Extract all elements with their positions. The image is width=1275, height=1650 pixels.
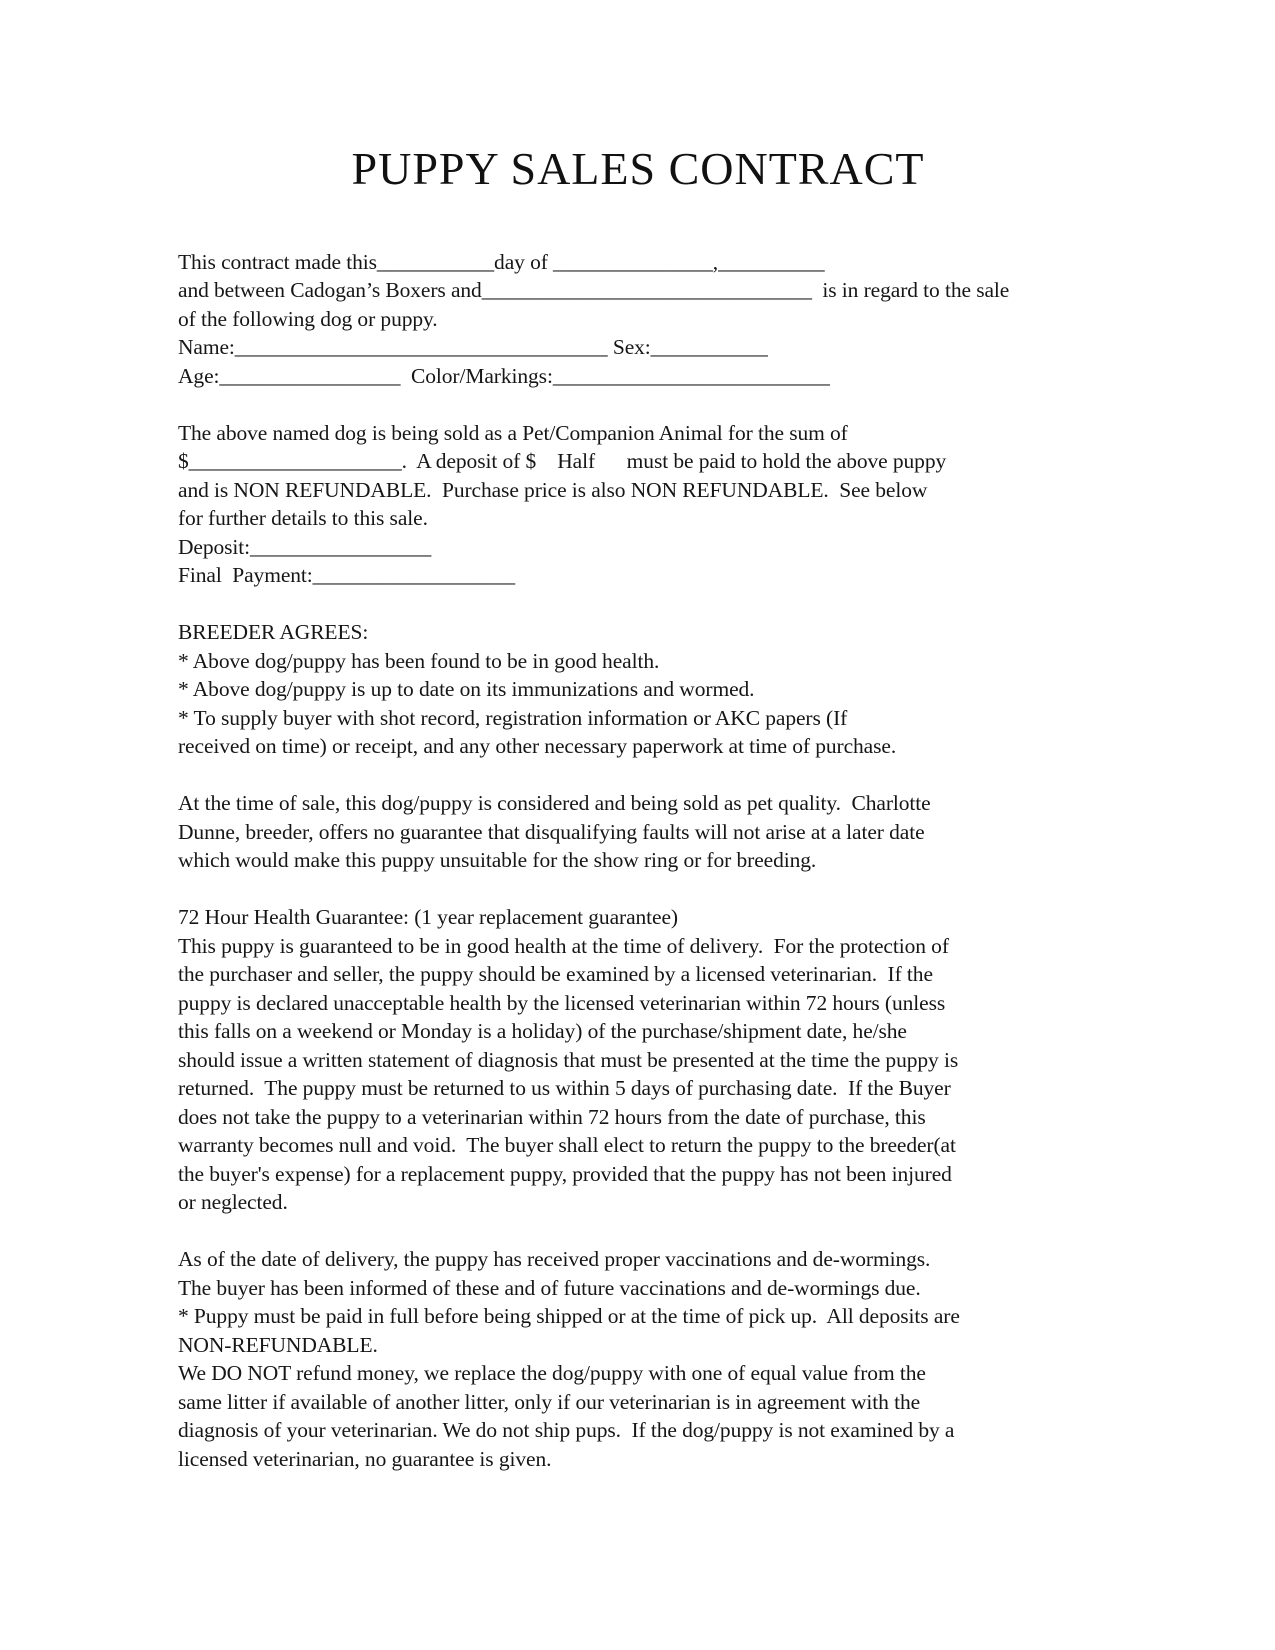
- paragraph: [178, 248, 1158, 391]
- paragraph: [178, 903, 1158, 1217]
- text-line: received on time) or receipt, and any other necessary paperwork at time of purchase.: [178, 734, 897, 759]
- text-line: We DO NOT refund money, we replace the dog/puppy with one of equal value from the: [178, 1361, 926, 1386]
- text-line: Deposit:_________________: [178, 534, 432, 559]
- text-line: At the time of sale, this dog/puppy is considered and being sold as pet quality. Charlotte: [178, 791, 931, 816]
- text-line: returned. The puppy must be returned to us within 5 days of purchasing date. If the Buyer: [178, 1076, 951, 1101]
- text-line: puppy is declared unacceptable health by the licensed veterinarian within 72 hours (unless: [178, 990, 946, 1015]
- text-line: does not take the puppy to a veterinarian within 72 hours from the date of purchase, this: [178, 1104, 926, 1129]
- text-line: licensed veterinarian, no guarantee is given.: [178, 1446, 552, 1471]
- paragraph: [178, 1245, 1158, 1473]
- text-line: Dunne, breeder, offers no guarantee that disqualifying faults will not arise at a later date: [178, 819, 925, 844]
- text-line: * Above dog/puppy has been found to be in good health.: [178, 648, 660, 673]
- text-line: * To supply buyer with shot record, registration information or AKC papers (If: [178, 705, 848, 730]
- text-line: The buyer has been informed of these and of future vaccinations and de-wormings due.: [178, 1275, 921, 1300]
- text-line: $____________________. A deposit of $ Half must be paid to hold the above puppy: [178, 449, 947, 474]
- text-line: This contract made this___________day of _______________,__________: [178, 249, 825, 274]
- text-line: which would make this puppy unsuitable for the show ring or for breeding.: [178, 848, 817, 873]
- text-line: Name:___________________________________ Sex:___________: [178, 335, 768, 360]
- paragraph: [178, 419, 1158, 590]
- text-line: Final Payment:___________________: [178, 563, 516, 588]
- text-line: The above named dog is being sold as a Pet/Companion Animal for the sum of: [178, 420, 848, 445]
- text-line: the purchaser and seller, the puppy should be examined by a licensed veterinarian. If the: [178, 962, 933, 987]
- title-area: [178, 0, 1098, 196]
- text-line: of the following dog or puppy.: [178, 306, 438, 331]
- text-line: should issue a written statement of diagnosis that must be presented at the time the puppy is: [178, 1047, 959, 1072]
- text-line: As of the date of delivery, the puppy has received proper vaccinations and de-wormings.: [178, 1247, 931, 1272]
- text-line: same litter if available of another litter, only if our veterinarian is in agreement with the: [178, 1389, 921, 1414]
- paragraph: [178, 789, 1158, 875]
- text-line: Age:_________________ Color/Markings:__________________________: [178, 363, 830, 388]
- document-body: [178, 248, 1158, 1474]
- text-line: and between Cadogan’s Boxers and_______________________________ is in regard to the sale: [178, 278, 1010, 303]
- text-line: * Puppy must be paid in full before being shipped or at the time of pick up. All deposits are: [178, 1304, 960, 1329]
- text-line: This puppy is guaranteed to be in good health at the time of delivery. For the protection of: [178, 933, 949, 958]
- paragraph: [178, 618, 1158, 761]
- text-line: warranty becomes null and void. The buyer shall elect to return the puppy to the breeder(at: [178, 1133, 956, 1158]
- text-line: 72 Hour Health Guarantee: (1 year replacement guarantee): [178, 905, 678, 930]
- text-line: for further details to this sale.: [178, 506, 428, 531]
- text-line: this falls on a weekend or Monday is a holiday) of the purchase/shipment date, he/she: [178, 1019, 907, 1044]
- text-line: and is NON REFUNDABLE. Purchase price is also NON REFUNDABLE. See below: [178, 477, 928, 502]
- text-line: BREEDER AGREES:: [178, 620, 369, 645]
- text-line: the buyer's expense) for a replacement puppy, provided that the puppy has not been injured: [178, 1161, 952, 1186]
- document-title: PUPPY SALES CONTRACT: [351, 143, 925, 194]
- text-line: * Above dog/puppy is up to date on its immunizations and wormed.: [178, 677, 755, 702]
- text-line: NON-REFUNDABLE.: [178, 1332, 378, 1357]
- text-line: or neglected.: [178, 1190, 288, 1215]
- text-line: diagnosis of your veterinarian. We do not ship pups. If the dog/puppy is not examined by a: [178, 1418, 955, 1443]
